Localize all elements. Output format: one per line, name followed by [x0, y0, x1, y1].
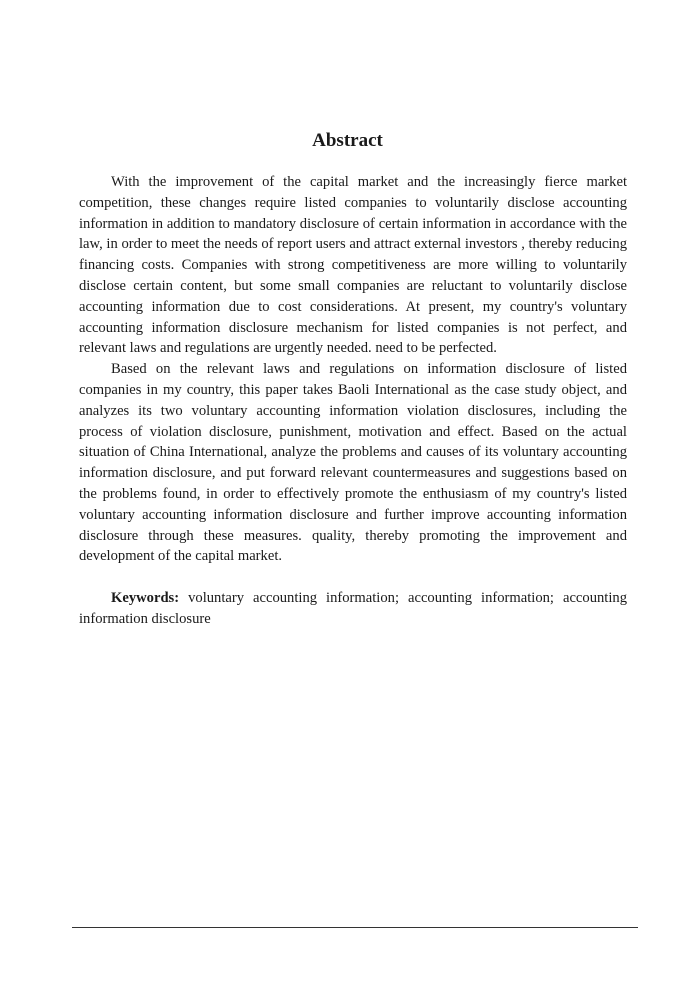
keywords-label: Keywords: [111, 589, 180, 606]
footer-divider [72, 927, 638, 928]
abstract-paragraph-1: With the improvement of the capital market and the increasingly fierce market competition, these changes require listed companies to voluntarily disclose accounting information in addition to mandatory disclosure of certain information in accordance with the law, in order to meet the needs of report users and attract external investors , thereby reducing financing costs. Companies with strong competitiveness are more willing to voluntarily disclose certain content, but some small companies are reluctant to voluntarily disclose accounting information due to cost considerations. At present, my country's voluntary accounting information disclosure mechanism for listed companies is not perfect, and relevant laws and regulations are urgently needed. need to be perfected. [79, 174, 627, 357]
keywords-text: voluntary accounting information; accounting information; accounting information disclosure [79, 589, 627, 627]
abstract-paragraph-2: Based on the relevant laws and regulations on information disclosure of listed companies in my country, this paper takes Baoli International as the case study object, and analyzes its two voluntary accounting information violation disclosures, including the process of violation disclosure, punishment, motivation and effect. Based on the actual situation of China International, analyze the problems and causes of its voluntary accounting information disclosure, and put forward relevant countermeasures and suggestions based on the problems found, in order to effectively promote the enthusiasm of my country's listed voluntary accounting information disclosure and further improve accounting information disclosure through these measures. quality, thereby promoting the improvement and development of the capital market. [79, 361, 627, 565]
abstract-title: Abstract [312, 130, 383, 151]
abstract-body [79, 172, 627, 630]
keywords-paragraph [79, 588, 627, 630]
